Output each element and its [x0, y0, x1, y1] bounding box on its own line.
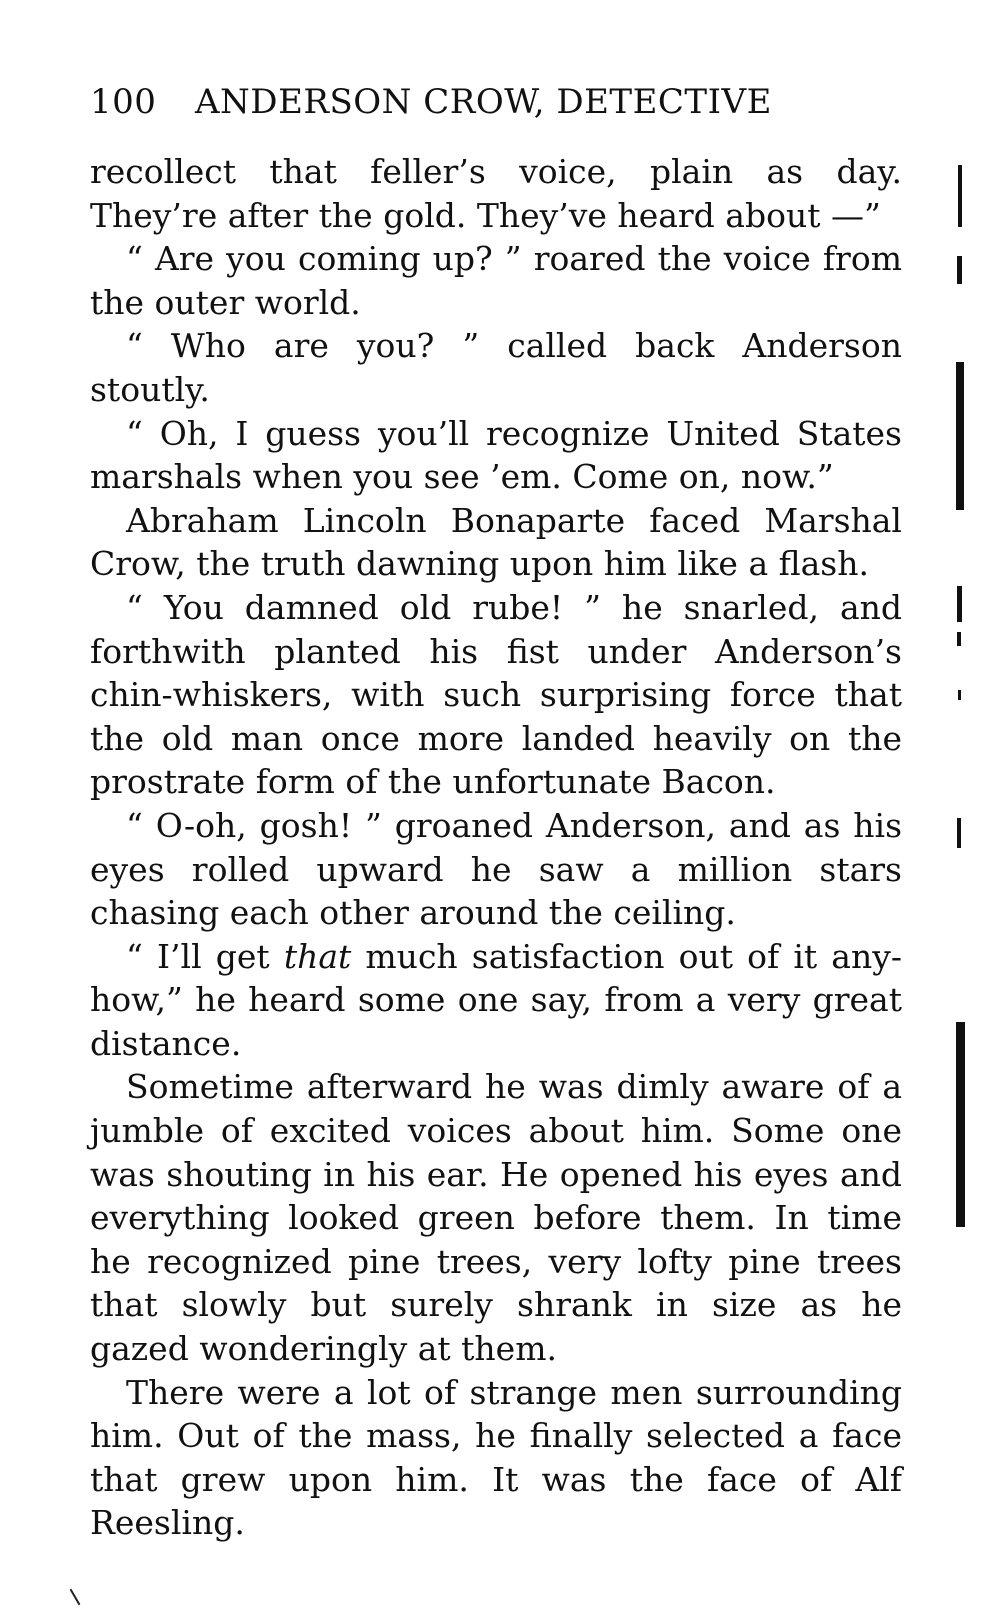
bleed-mark: [956, 1022, 965, 1227]
paragraph: [90, 499, 902, 586]
text-run: Sometime afterward he was dimly aware of a jumble of excited voices about him. Some one was shouting in his ear. He opened his eyes and everything looked green before them. In time he recognized pine trees, very lofty pine trees that slowly but surely shrank in size as he gazed wonderingly at them.: [90, 1067, 902, 1369]
paragraph: [90, 804, 902, 935]
page-number: 100: [90, 82, 157, 122]
bleed-mark: [958, 165, 962, 227]
text-run: “ Oh, I guess you’ll recognize United States marshals when you see ’em. Come on, now.”: [90, 413, 902, 497]
text-run: “ I’ll get: [126, 936, 284, 976]
paragraph: [90, 586, 902, 804]
paragraph: [90, 412, 902, 499]
bleed-mark: [957, 256, 962, 284]
text-run: “ O-oh, gosh! ” groaned Anderson, and as his eyes rolled upward he saw a million stars chasing each other around the ceiling.: [90, 805, 902, 933]
text-run: “ You damned old rube! ” he snarled, and forthwith planted his fist under Anderson’s chin-whiskers, with such surprising force that the old man once more landed heavily on the prostrate form of the unfortunate Bacon.: [90, 587, 902, 802]
text-run: There were a lot of strange men surrounding him. Out of the mass, he finally selected a face that grew upon him. It was the face of Alf Reesling.: [90, 1372, 902, 1543]
stray-ink-mark: [70, 1589, 81, 1606]
text-run: recollect that feller’s voice, plain as day. They’re after the gold. They’ve heard about —”: [90, 152, 902, 235]
italic-text: that: [283, 936, 352, 976]
text-run: Abraham Lincoln Bonaparte faced Marshal Crow, the truth dawning upon him like a flash.: [90, 500, 902, 584]
bleed-mark: [957, 818, 961, 848]
body-text: [90, 150, 902, 1545]
bleed-mark: [956, 362, 964, 510]
paragraph: [90, 1065, 902, 1370]
bleed-mark: [957, 586, 962, 622]
paragraph: [90, 935, 902, 1066]
paragraph: [90, 1371, 902, 1545]
running-title: ANDERSON CROW, DETECTIVE: [195, 82, 772, 122]
text-run: much satisfaction out of it anyhow,” he heard some one say, from a very great distance.: [90, 936, 902, 1063]
paragraph: [90, 237, 902, 324]
paragraph: [90, 324, 902, 411]
paragraph: [90, 150, 902, 237]
running-header: [90, 82, 920, 122]
text-run: “ Who are you? ” called back Anderson stoutly.: [90, 326, 902, 409]
text-run: “ Are you coming up? ” roared the voice from the outer world.: [90, 239, 902, 322]
bleed-mark: [958, 690, 961, 700]
bleed-mark: [957, 632, 961, 646]
